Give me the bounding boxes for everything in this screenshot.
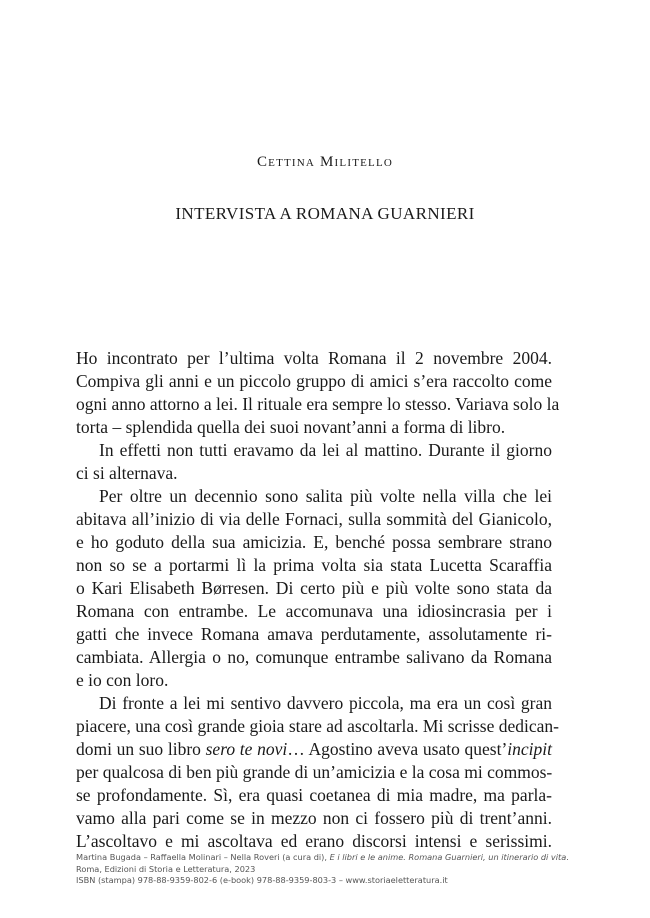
text-segment: domi un suo libro (76, 739, 206, 759)
footer-publisher: Roma, Edizioni di Storia e Letteratura, 2023 (76, 863, 256, 874)
text-line: per qualcosa di ben più grande di un’amicizia e la cosa mi commos- (76, 762, 553, 782)
text-line: Di fronte a lei mi sentivo davvero piccola, ma era un così gran (99, 693, 552, 713)
text-line: piacere, una così grande gioia stare ad ascoltarla. Mi scrisse dedican- (76, 716, 559, 736)
text-segment: … Agostino aveva usato quest’ (287, 739, 508, 759)
text-line: ci si alternava. (76, 463, 178, 483)
author-name: Cettina Militello (256, 154, 394, 170)
text-line-mixed (76, 738, 552, 761)
footer-line (76, 852, 596, 864)
text-line: ogni anno attorno a lei. Il rituale era sempre lo stesso. Variava solo la (76, 394, 560, 414)
text-line: e ho goduto della sua amicizia. E, benché possa sembrare strano (76, 532, 552, 552)
text-line: Compiva gli anni e un piccolo gruppo di amici s’era raccolto come (76, 371, 552, 391)
footer-period: . (566, 852, 569, 862)
text-line: cambiata. Allergia o no, comunque entrambe salivano da Romana (76, 647, 552, 667)
article-title: INTERVISTA A ROMANA GUARNIERI (175, 204, 475, 223)
citation-footer (76, 852, 596, 887)
text-line: vamo alla pari come se in mezzo non ci fossero più di trent’anni. (76, 808, 552, 828)
text-line: Per oltre un decennio sono salita più volte nella villa che lei (99, 486, 552, 506)
text-line: Romana con entrambe. Le accomunava una idiosincrasia per i (76, 601, 552, 621)
text-line: non so se a portarmi lì la prima volta sia stata Lucetta Scaraffia (76, 555, 552, 575)
italic-word: incipit (507, 739, 553, 759)
text-line: gatti che invece Romana amava perdutamente, assolutamente ri- (76, 624, 552, 644)
text-line: torta – splendida quella dei suoi novant’anni a forma di libro. (76, 417, 506, 437)
italic-title: sero te novi (205, 739, 288, 759)
text-line: Ho incontrato per l’ultima volta Romana il 2 novembre 2004. (76, 348, 552, 368)
text-line: o Kari Elisabeth Børresen. Di certo più e più volte sono stata da (76, 578, 552, 598)
body-text (76, 347, 560, 853)
footer-isbn: ISBN (stampa) 978-88-9359-802-6 (e-book) 978-88-9359-803-3 – www.storiaeletteratura.it (76, 875, 448, 885)
text-line: L’ascoltavo e mi ascoltava ed erano discorsi intensi e serissimi. (76, 831, 552, 851)
text-line: se profondamente. Sì, era quasi coetanea di mia madre, ma parla- (76, 785, 552, 805)
footer-editors: Martina Bugada – Raffaella Molinari – Nella Roveri (a cura di), (76, 852, 330, 862)
footer-book-title: E i libri e le anime. Romana Guarnieri, un itinerario di vita (329, 852, 567, 862)
text-line: In effetti non tutti eravamo da lei al mattino. Durante il giorno (99, 440, 552, 460)
text-line: e io con loro. (76, 670, 169, 690)
text-line: abitava all’inizio di via delle Fornaci, sulla sommità del Gianicolo, (76, 509, 552, 529)
